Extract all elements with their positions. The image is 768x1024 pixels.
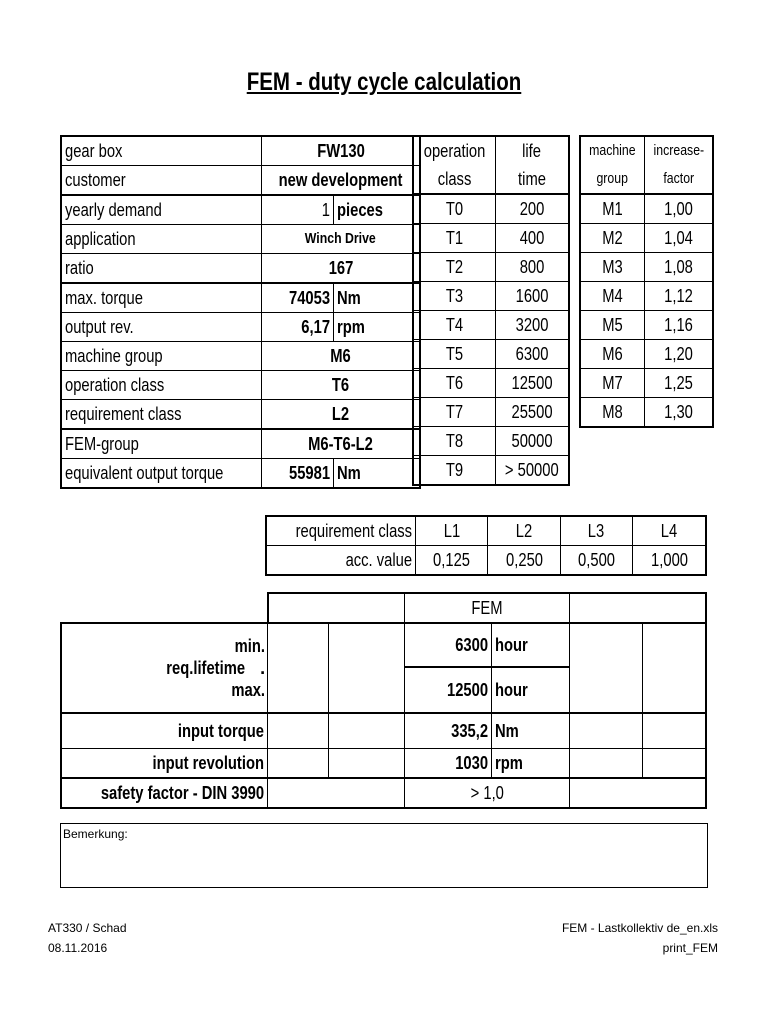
remark-label: Bemerkung: bbox=[63, 827, 128, 841]
op-value: 6300 bbox=[515, 344, 549, 364]
op-key: T1 bbox=[445, 228, 464, 248]
op-header-time: time bbox=[517, 169, 546, 189]
operation-class-value[interactable]: T6 bbox=[332, 375, 350, 395]
requirement-class-value[interactable]: L2 bbox=[332, 404, 350, 424]
machine-group-label: machine group bbox=[65, 346, 163, 366]
table-row bbox=[413, 165, 569, 194]
op-value: 3200 bbox=[515, 315, 549, 335]
mg-key: M3 bbox=[602, 257, 623, 277]
mg-header-factor: factor bbox=[663, 170, 694, 187]
table-row bbox=[61, 400, 420, 430]
footer-author: AT330 / Schad bbox=[48, 921, 127, 935]
table-row bbox=[61, 623, 706, 667]
operation-class-table bbox=[412, 135, 570, 486]
application-label: application bbox=[65, 229, 136, 249]
footer-date: 08.11.2016 bbox=[48, 941, 108, 955]
req-lifetime-label: req.lifetime bbox=[166, 658, 246, 678]
table-row bbox=[61, 429, 420, 459]
op-header-life: life bbox=[522, 141, 542, 161]
mg-value: 1,25 bbox=[664, 373, 693, 393]
yearly-demand-unit: pieces bbox=[337, 200, 383, 220]
table-row bbox=[580, 311, 713, 340]
table-row bbox=[61, 225, 420, 254]
op-value: 25500 bbox=[511, 402, 553, 422]
mg-header-group: group bbox=[596, 170, 629, 187]
op-key: T0 bbox=[445, 199, 464, 219]
req-class-l4: L4 bbox=[660, 521, 678, 541]
output-rev-label: output rev. bbox=[65, 317, 134, 337]
op-value: 1600 bbox=[515, 286, 549, 306]
table-row bbox=[580, 136, 713, 165]
table-row bbox=[413, 398, 569, 427]
op-key: T9 bbox=[445, 460, 464, 480]
op-header-class: class bbox=[437, 169, 472, 189]
customer-value[interactable]: new development bbox=[278, 170, 403, 190]
op-key: T7 bbox=[445, 402, 464, 422]
min-label: min. bbox=[234, 636, 266, 656]
max-lifetime-value: 12500 bbox=[447, 680, 489, 700]
table-row bbox=[413, 282, 569, 311]
table-row bbox=[580, 165, 713, 194]
input-torque-value: 335,2 bbox=[451, 721, 489, 741]
req-class-label: requirement class bbox=[295, 521, 413, 541]
fem-group-label: FEM-group bbox=[65, 434, 139, 454]
machine-group-table bbox=[579, 135, 714, 428]
mg-value: 1,04 bbox=[664, 228, 693, 248]
table-row bbox=[61, 254, 420, 284]
table-row bbox=[413, 194, 569, 224]
mg-key: M4 bbox=[602, 286, 623, 306]
table-row bbox=[413, 253, 569, 282]
table-row bbox=[413, 427, 569, 456]
op-key: T5 bbox=[445, 344, 464, 364]
ratio-label: ratio bbox=[65, 258, 94, 278]
safety-factor-label: safety factor - DIN 3990 bbox=[100, 783, 265, 803]
gear-box-label: gear box bbox=[65, 141, 123, 161]
req-class-l2: L2 bbox=[515, 521, 533, 541]
op-value: 12500 bbox=[511, 373, 553, 393]
yearly-demand-label: yearly demand bbox=[65, 200, 162, 220]
ratio-value[interactable]: 167 bbox=[328, 258, 353, 278]
application-value[interactable]: Winch Drive bbox=[305, 230, 377, 247]
parameter-table bbox=[60, 135, 421, 489]
table-row bbox=[61, 195, 420, 225]
acc-value-l4: 1,000 bbox=[650, 550, 688, 570]
mg-key: M2 bbox=[602, 228, 623, 248]
acc-value-l3: 0,500 bbox=[578, 550, 615, 570]
table-row bbox=[266, 546, 706, 576]
input-revolution-label: input revolution bbox=[152, 753, 265, 773]
output-rev-unit: rpm bbox=[337, 317, 365, 337]
acc-value-l2: 0,250 bbox=[505, 550, 543, 570]
yearly-demand-value[interactable]: 1 bbox=[321, 200, 330, 220]
mg-key: M6 bbox=[602, 344, 623, 364]
table-row bbox=[61, 342, 420, 371]
safety-factor-value: > 1,0 bbox=[470, 783, 504, 803]
table-row bbox=[580, 369, 713, 398]
input-torque-unit: Nm bbox=[495, 721, 520, 741]
table-row bbox=[413, 456, 569, 486]
mg-value: 1,16 bbox=[664, 315, 693, 335]
equiv-torque-value: 55981 bbox=[288, 463, 330, 483]
table-row bbox=[580, 224, 713, 253]
mg-key: M8 bbox=[602, 402, 623, 422]
op-value: 50000 bbox=[511, 431, 553, 451]
mg-key: M5 bbox=[602, 315, 623, 335]
max-torque-unit: Nm bbox=[337, 288, 361, 308]
remark-box[interactable] bbox=[60, 823, 708, 888]
req-class-l1: L1 bbox=[443, 521, 460, 541]
table-row bbox=[413, 224, 569, 253]
input-revolution-value: 1030 bbox=[455, 753, 489, 773]
mg-value: 1,12 bbox=[664, 286, 693, 306]
table-row bbox=[580, 398, 713, 428]
op-key: T2 bbox=[445, 257, 464, 277]
operation-class-label: operation class bbox=[65, 375, 165, 395]
requirement-class-table bbox=[265, 515, 707, 576]
table-row bbox=[580, 194, 713, 224]
req-lifetime-dot: . bbox=[260, 658, 266, 678]
mg-value: 1,00 bbox=[664, 199, 693, 219]
output-rev-value[interactable]: 6,17 bbox=[301, 317, 330, 337]
footer-filename: FEM - Lastkollektiv de_en.xls bbox=[561, 921, 718, 935]
op-value: 800 bbox=[519, 257, 545, 277]
table-row bbox=[413, 311, 569, 340]
op-value: > 50000 bbox=[504, 460, 559, 480]
table-row bbox=[61, 778, 706, 808]
table-row bbox=[580, 282, 713, 311]
equiv-torque-label: equivalent output torque bbox=[65, 463, 224, 483]
table-row bbox=[61, 749, 706, 779]
table-row bbox=[413, 136, 569, 165]
table-row bbox=[413, 340, 569, 369]
table-row bbox=[61, 713, 706, 749]
mg-value: 1,30 bbox=[664, 402, 693, 422]
table-row bbox=[580, 253, 713, 282]
fem-group-value: M6-T6-L2 bbox=[308, 434, 374, 454]
table-row bbox=[61, 459, 420, 489]
equiv-torque-unit: Nm bbox=[337, 463, 361, 483]
req-class-l3: L3 bbox=[588, 521, 605, 541]
mg-value: 1,20 bbox=[664, 344, 693, 364]
op-key: T4 bbox=[445, 315, 464, 335]
acc-value-l1: 0,125 bbox=[433, 550, 471, 570]
mg-value: 1,08 bbox=[664, 257, 693, 277]
table-row bbox=[61, 136, 420, 166]
max-torque-label: max. torque bbox=[65, 288, 143, 308]
max-label: max. bbox=[231, 680, 266, 700]
input-revolution-unit: rpm bbox=[495, 753, 524, 773]
max-lifetime-unit: hour bbox=[495, 680, 529, 700]
table-row bbox=[61, 593, 706, 623]
customer-label: customer bbox=[65, 170, 126, 190]
table-row bbox=[61, 371, 420, 400]
fem-header: FEM bbox=[471, 598, 503, 618]
gear-box-value[interactable]: FW130 bbox=[316, 141, 365, 161]
max-torque-value[interactable]: 74053 bbox=[288, 288, 330, 308]
op-key: T6 bbox=[445, 373, 464, 393]
table-row bbox=[61, 283, 420, 313]
mg-header-increase: increase- bbox=[653, 142, 704, 159]
min-lifetime-value: 6300 bbox=[455, 635, 489, 655]
op-header-operation: operation bbox=[423, 141, 486, 161]
fem-result-table bbox=[60, 592, 707, 809]
table-row bbox=[61, 313, 420, 342]
requirement-class-label: requirement class bbox=[65, 404, 182, 424]
mg-key: M1 bbox=[602, 199, 623, 219]
input-torque-label: input torque bbox=[178, 721, 265, 741]
op-key: T8 bbox=[445, 431, 464, 451]
table-row bbox=[413, 369, 569, 398]
op-value: 200 bbox=[519, 199, 545, 219]
machine-group-value[interactable]: M6 bbox=[330, 346, 351, 366]
acc-value-label: acc. value bbox=[345, 550, 413, 570]
mg-key: M7 bbox=[602, 373, 623, 393]
op-value: 400 bbox=[519, 228, 545, 248]
table-row bbox=[61, 166, 420, 196]
table-row bbox=[266, 516, 706, 546]
mg-header-machine: machine bbox=[589, 142, 636, 159]
op-key: T3 bbox=[445, 286, 464, 306]
footer-sheet: print_FEM bbox=[662, 941, 718, 955]
page-title: FEM - duty cycle calculation bbox=[246, 68, 522, 96]
table-row bbox=[580, 340, 713, 369]
min-lifetime-unit: hour bbox=[495, 635, 529, 655]
